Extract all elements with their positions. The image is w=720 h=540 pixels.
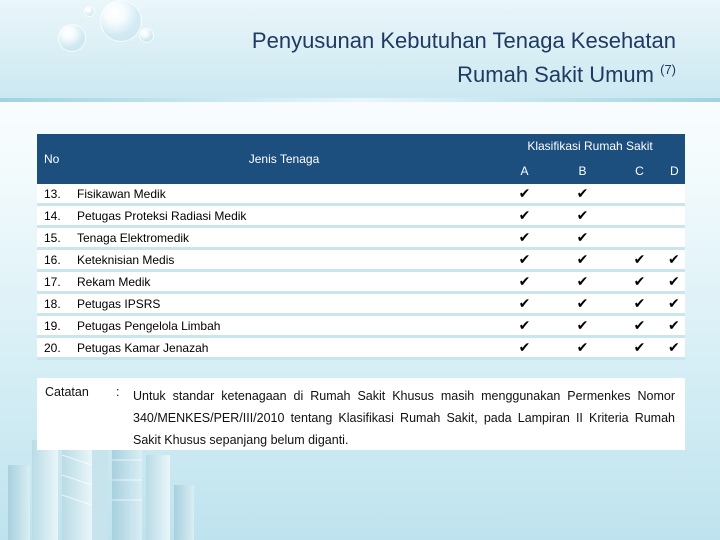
note-label: Catatan [45, 385, 89, 399]
check-icon-class-b: ✔ [554, 315, 611, 337]
empty-cell-class-d [668, 184, 685, 205]
check-icon-class-d: ✔ [668, 337, 685, 359]
decorative-bubble-large [100, 0, 142, 42]
table-row [37, 184, 685, 205]
table-row [37, 227, 685, 249]
check-icon-class-c: ✔ [611, 249, 668, 271]
check-icon-class-c: ✔ [611, 337, 668, 359]
row-jenis-tenaga: Petugas Proteksi Radiasi Medik [73, 205, 495, 227]
table-row [37, 337, 685, 359]
check-icon-class-d: ✔ [668, 315, 685, 337]
row-jenis-tenaga: Tenaga Elektromedik [73, 227, 495, 249]
header-class-c: C [611, 158, 668, 184]
empty-cell-class-c [611, 227, 668, 249]
row-number: 17. [37, 271, 73, 293]
note-text: Untuk standar ketenagaan di Rumah Sakit Khusus masih menggunakan Permenkes Nomor 340/MENKES/PER/III/2010 tentang Klasifikasi Rumah Sakit, pada Lampiran II Kriteria Rumah Sakit Khusus sepanjang belum diganti. [133, 389, 675, 447]
check-icon-class-b: ✔ [554, 249, 611, 271]
title-line-2 [252, 55, 676, 89]
empty-cell-class-d [668, 205, 685, 227]
check-icon-class-a: ✔ [495, 315, 554, 337]
header-class-a: A [495, 158, 554, 184]
table-row [37, 271, 685, 293]
check-icon-class-a: ✔ [495, 184, 554, 205]
title-superscript: (7) [660, 62, 676, 77]
table-header-row [37, 134, 685, 158]
row-jenis-tenaga: Petugas IPSRS [73, 293, 495, 315]
row-number: 15. [37, 227, 73, 249]
check-icon-class-a: ✔ [495, 205, 554, 227]
empty-cell-class-c [611, 205, 668, 227]
title-line-2-text: Rumah Sakit Umum [457, 62, 654, 87]
header-klasifikasi: Klasifikasi Rumah Sakit [495, 134, 685, 158]
check-icon-class-a: ✔ [495, 249, 554, 271]
decorative-bubble-small [139, 28, 154, 43]
table-body [37, 184, 685, 359]
check-icon-class-b: ✔ [554, 271, 611, 293]
check-icon-class-c: ✔ [611, 293, 668, 315]
check-icon-class-b: ✔ [554, 184, 611, 205]
empty-cell-class-c [611, 184, 668, 205]
check-icon-class-b: ✔ [554, 293, 611, 315]
row-number: 19. [37, 315, 73, 337]
row-number: 18. [37, 293, 73, 315]
decorative-bubble-tiny [84, 6, 95, 17]
check-icon-class-a: ✔ [495, 271, 554, 293]
row-jenis-tenaga: Petugas Kamar Jenazah [73, 337, 495, 359]
header-class-b: B [554, 158, 611, 184]
row-jenis-tenaga: Keteknisian Medis [73, 249, 495, 271]
check-icon-class-a: ✔ [495, 227, 554, 249]
table-row [37, 249, 685, 271]
header-no: No [37, 134, 73, 184]
row-number: 14. [37, 205, 73, 227]
check-icon-class-c: ✔ [611, 271, 668, 293]
decorative-bubble-medium [58, 24, 86, 52]
row-jenis-tenaga: Fisikawan Medik [73, 184, 495, 205]
check-icon-class-d: ✔ [668, 249, 685, 271]
header-band [0, 98, 720, 102]
empty-cell-class-d [668, 227, 685, 249]
note-box [37, 378, 685, 450]
check-icon-class-d: ✔ [668, 293, 685, 315]
staff-classification-table [37, 134, 685, 360]
check-icon-class-b: ✔ [554, 205, 611, 227]
check-icon-class-a: ✔ [495, 293, 554, 315]
check-icon-class-b: ✔ [554, 227, 611, 249]
row-number: 16. [37, 249, 73, 271]
table-row [37, 315, 685, 337]
row-number: 20. [37, 337, 73, 359]
page-title [252, 26, 676, 89]
row-number: 13. [37, 184, 73, 205]
check-icon-class-a: ✔ [495, 337, 554, 359]
title-line-1: Penyusunan Kebutuhan Tenaga Kesehatan [251, 28, 676, 53]
header-jenis-tenaga: Jenis Tenaga [73, 134, 495, 184]
header-class-d: D [668, 158, 685, 184]
row-jenis-tenaga: Rekam Medik [73, 271, 495, 293]
check-icon-class-b: ✔ [554, 337, 611, 359]
note-colon: : [116, 385, 120, 399]
table-row [37, 293, 685, 315]
check-icon-class-d: ✔ [668, 271, 685, 293]
row-jenis-tenaga: Petugas Pengelola Limbah [73, 315, 495, 337]
table-row [37, 205, 685, 227]
check-icon-class-c: ✔ [611, 315, 668, 337]
